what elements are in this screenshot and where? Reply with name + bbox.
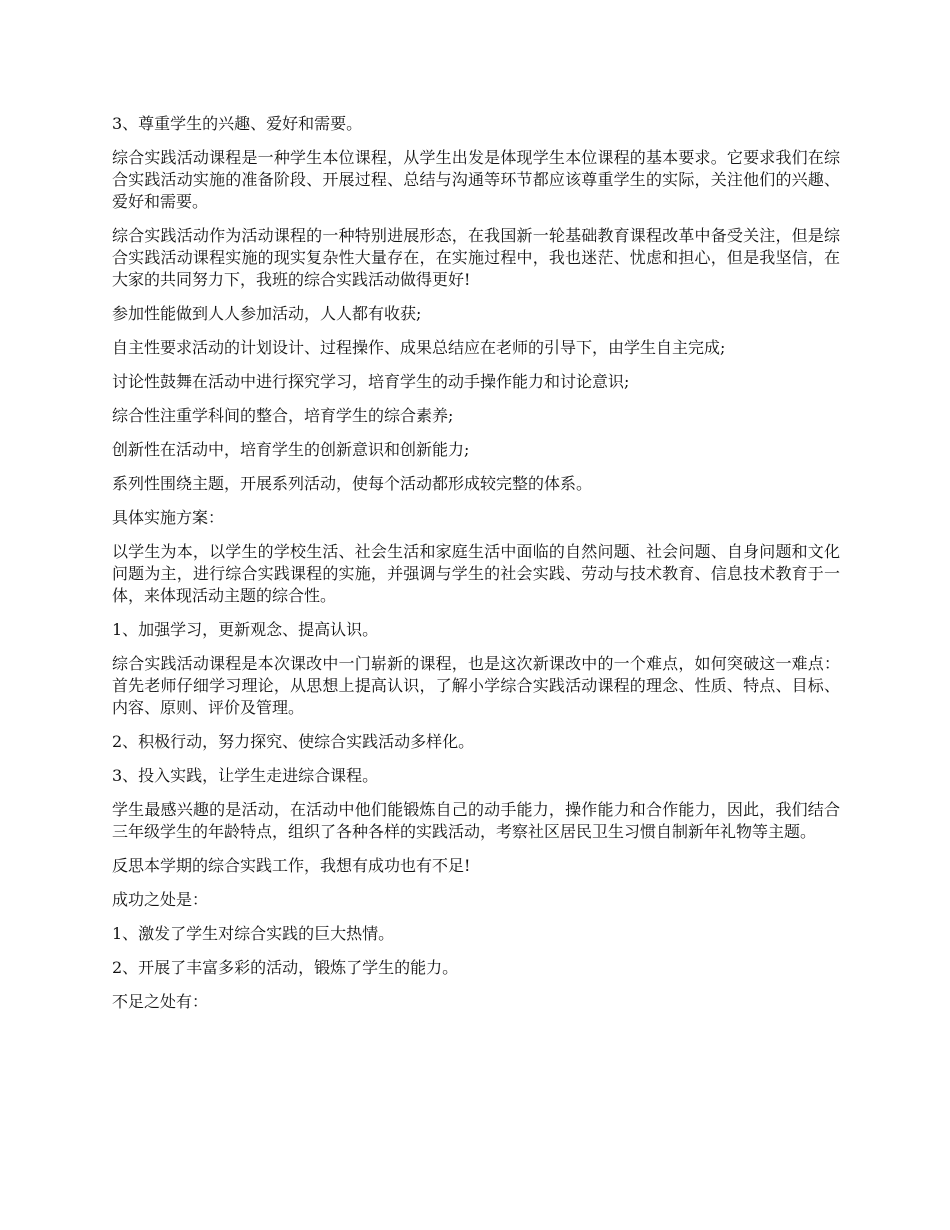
paragraph: 学生最感兴趣的是活动，在活动中他们能锻炼自己的动手能力，操作能力和合作能力，因此，我们结合三年级学生的年龄特点，组织了各种各样的实践活动，考察社区居民卫生习惯自制新年礼物等主题。 <box>112 800 840 841</box>
paragraph: 综合实践活动课程是一种学生本位课程，从学生出发是体现学生本位课程的基本要求。它要求我们在综合实践活动实施的准备阶段、开展过程、总结与沟通等环节都应该尊重学生的实际，关注他们的兴趣、爱好和需要。 <box>112 148 840 211</box>
paragraph: 参加性能做到人人参加活动，人人都有收获; <box>112 304 422 323</box>
paragraph: 3、尊重学生的兴趣、爱好和需要。 <box>112 114 363 133</box>
paragraph: 综合实践活动课程是本次课改中一门崭新的课程，也是这次新课改中的一个难点，如何突破这一难点：首先老师仔细学习理论，从思想上提高认识，了解小学综合实践活动课程的理念、性质、特点、目标、内容、原则、评价及管理。 <box>112 654 840 717</box>
paragraph: 自主性要求活动的计划设计、过程操作、成果总结应在老师的引导下，由学生自主完成; <box>112 338 726 357</box>
paragraph: 综合实践活动作为活动课程的一种特别进展形态，在我国新一轮基础教育课程改革中备受关注，但是综合实践活动课程实施的现实复杂性大量存在，在实施过程中，我也迷茫、忧虑和担心，但是我坚信，在大家的共同努力下，我班的综合实践活动做得更好! <box>112 226 840 289</box>
section-heading: 不足之处有： <box>112 992 209 1011</box>
paragraph: 创新性在活动中，培育学生的创新意识和创新能力; <box>112 440 470 459</box>
section-heading: 成功之处是： <box>112 890 209 909</box>
section-heading: 具体实施方案： <box>112 508 225 527</box>
paragraph: 讨论性鼓舞在活动中进行探究学习，培育学生的动手操作能力和讨论意识; <box>112 372 630 391</box>
paragraph: 系列性围绕主题，开展系列活动，使每个活动都形成较完整的体系。 <box>112 474 593 493</box>
list-item: 2、开展了丰富多彩的活动，锻炼了学生的能力。 <box>112 958 459 977</box>
list-item: 1、激发了学生对综合实践的巨大热情。 <box>112 924 395 943</box>
list-item: 2、积极行动，努力探究、使综合实践活动多样化。 <box>112 732 475 751</box>
paragraph: 以学生为本，以学生的学校生活、社会生活和家庭生活中面临的自然问题、社会问题、自身问题和文化问题为主，进行综合实践课程的实施，并强调与学生的社会实践、劳动与技术教育、信息技术教育于一体，来体现活动主题的综合性。 <box>112 542 840 605</box>
paragraph: 综合性注重学科间的整合，培育学生的综合素养; <box>112 406 454 425</box>
paragraph: 反思本学期的综合实践工作，我想有成功也有不足! <box>112 856 471 875</box>
list-item: 3、投入实践，让学生走进综合课程。 <box>112 766 379 785</box>
list-item: 1、加强学习，更新观念、提高认识。 <box>112 620 379 639</box>
document-page <box>112 113 840 1025</box>
